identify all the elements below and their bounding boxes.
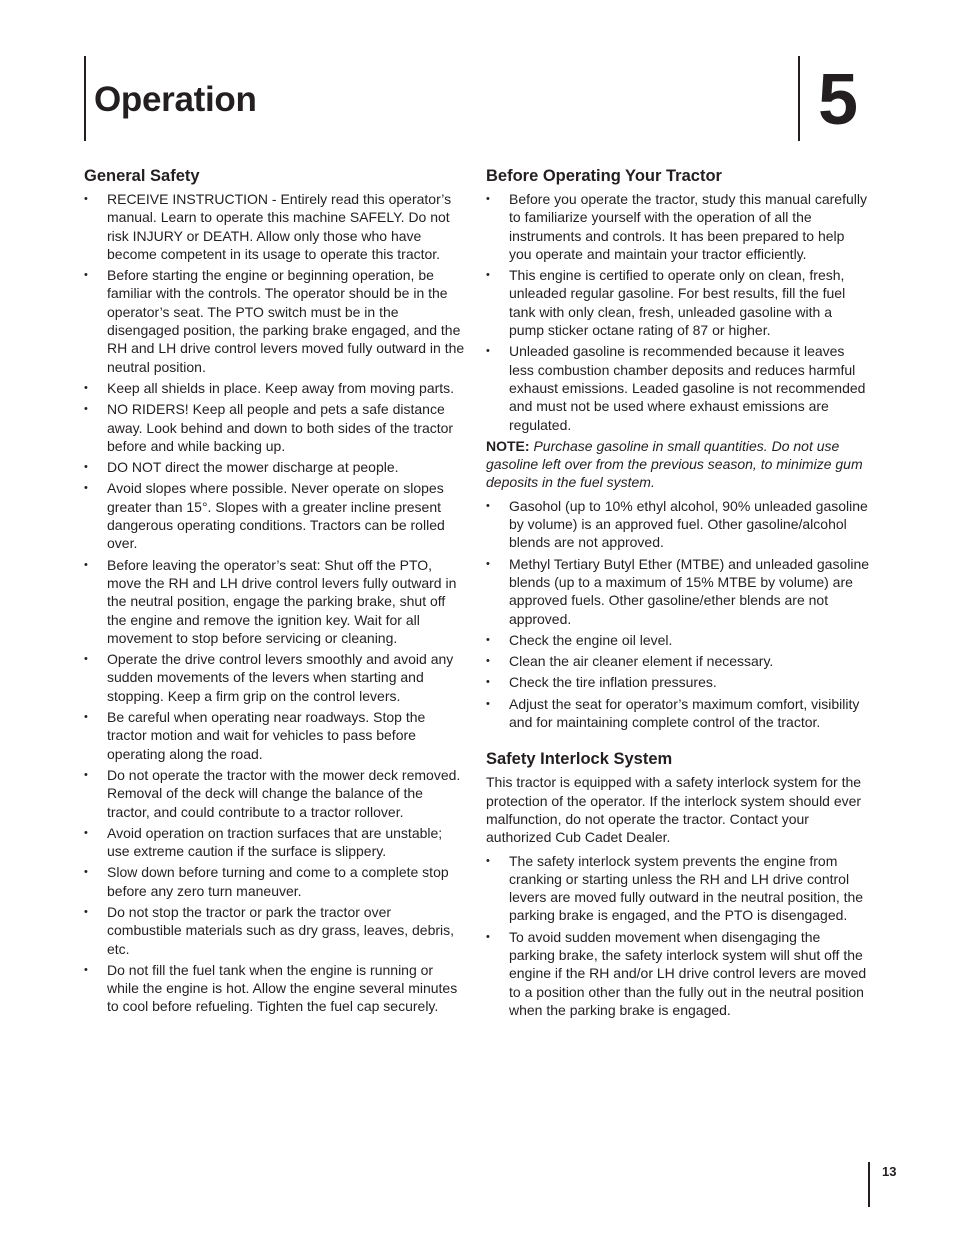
fuel-note xyxy=(486,437,870,492)
list-item: • Slow down before turning and come to a complete stop before any zero turn maneuver. xyxy=(84,863,468,900)
list-item: • Do not operate the tractor with the mower deck removed. Removal of the deck will change the balance of the tractor, and could contribute to a tractor rollover. xyxy=(84,766,468,821)
list-item: • Avoid operation on traction surfaces that are unstable; use extreme caution if the surface is slippery. xyxy=(84,824,468,861)
before-operating-list-a xyxy=(486,190,870,434)
interlock-heading: Safety Interlock System xyxy=(486,750,673,769)
title-rule xyxy=(84,56,86,141)
left-column xyxy=(84,165,468,1019)
list-item: • Do not fill the fuel tank when the engine is running or while the engine is hot. Allow the engine several minutes to cool before refueling. Tighten the fuel cap securely. xyxy=(84,961,468,1016)
page-number: 13 xyxy=(882,1164,897,1179)
section-spacer xyxy=(486,734,870,748)
list-item: • Be careful when operating near roadways. Stop the tractor motion and wait for vehicles to pass before operating along the road. xyxy=(84,708,468,763)
chapter-rule xyxy=(798,56,800,141)
page-title: Operation xyxy=(94,80,257,119)
interlock-intro: This tractor is equipped with a safety interlock system for the protection of the operator. If the interlock system should ever malfunction, do not operate the tractor. Contact your authorized Cub Cadet Dealer. xyxy=(486,774,862,846)
before-operating-heading: Before Operating Your Tractor xyxy=(486,167,722,185)
list-item: • DO NOT direct the mower discharge at people. xyxy=(84,458,468,476)
list-item: • This engine is certified to operate only on clean, fresh, unleaded regular gasoline. For best results, fill the fuel tank with only clean, fresh, unleaded gasoline with a pump sticker octane rating of 87 or higher. xyxy=(486,266,870,339)
footer-rule xyxy=(868,1162,870,1207)
right-column xyxy=(486,165,870,1022)
list-item: • Do not stop the tractor or park the tractor over combustible materials such as dry grass, leaves, debris, etc. xyxy=(84,903,468,958)
list-item: • Clean the air cleaner element if necessary. xyxy=(486,652,870,670)
general-safety-list xyxy=(84,190,468,1016)
list-item: • Adjust the seat for operator’s maximum comfort, visibility and for maintaining complete control of the tractor. xyxy=(486,695,870,732)
list-item: • Before you operate the tractor, study this manual carefully to familiarize yourself with the operation of all the instruments and controls. It has been prepared to help you operate and maintain your tractor efficiently. xyxy=(486,190,870,263)
list-item: • Methyl Tertiary Butyl Ether (MTBE) and unleaded gasoline blends (up to a maximum of 15% MTBE by volume) are approved fuels. Other gasoline/ether blends are not approved. xyxy=(486,555,870,628)
list-item: • Gasohol (up to 10% ethyl alcohol, 90% unleaded gasoline by volume) is an approved fuel. Other gasoline/alcohol blends are not approved. xyxy=(486,497,870,552)
list-item: • Keep all shields in place. Keep away from moving parts. xyxy=(84,379,468,397)
list-item: • Avoid slopes where possible. Never operate on slopes greater than 15°. Slopes with a greater incline present dangerous operating conditions. Tractors can be rolled over. xyxy=(84,479,468,552)
interlock-list xyxy=(486,852,870,1020)
note-text: Purchase gasoline in small quantities. Do not use gasoline left over from the previous season, to minimize gum deposits in the fuel system. xyxy=(486,437,863,491)
list-item: • The safety interlock system prevents the engine from cranking or starting unless the RH and LH drive control levers are moved fully outward in the neutral position, the parking brake is engaged, and the PTO is disengaged. xyxy=(486,852,870,925)
general-safety-heading: General Safety xyxy=(84,167,200,185)
list-item: • RECEIVE INSTRUCTION - Entirely read this operator’s manual. Learn to operate this machine SAFELY. Do not risk INJURY or DEATH. Allow only those who have become competent in its usage to operate this tractor. xyxy=(84,190,468,263)
list-item: • Unleaded gasoline is recommended because it leaves less combustion chamber deposits and reduces harmful exhaust emissions. Leaded gasoline is not recommended and must not be used where exhaust emissions are regulated. xyxy=(486,342,870,433)
before-operating-list-b xyxy=(486,497,870,732)
list-item: • Operate the drive control levers smoothly and avoid any sudden movements of the levers when starting and stopping. Keep a firm grip on the control levers. xyxy=(84,650,468,705)
note-label: NOTE: xyxy=(486,437,530,454)
list-item: • Before leaving the operator’s seat: Shut off the PTO, move the RH and LH drive control levers fully outward in the neutral position, engage the parking brake, shut off the engine and remove the ignition key. Wait for all movement to stop before servicing or cleaning. xyxy=(84,556,468,647)
chapter-number: 5 xyxy=(818,60,859,140)
list-item: • Check the engine oil level. xyxy=(486,631,870,649)
list-item: • Before starting the engine or beginning operation, be familiar with the controls. The operator should be in the operator’s seat. The PTO switch must be in the disengaged position, the parking brake engaged, and the RH and LH drive control levers moved fully outward in the neutral position. xyxy=(84,266,468,376)
list-item: • To avoid sudden movement when disengaging the parking brake, the safety interlock system will shut off the engine if the RH and/or LH drive control levers are moved to a position other than the fully out in the neutral position when the parking brake is engaged. xyxy=(486,928,870,1019)
list-item: • Check the tire inflation pressures. xyxy=(486,673,870,691)
list-item: • NO RIDERS! Keep all people and pets a safe distance away. Look behind and down to both sides of the tractor before and while backing up. xyxy=(84,400,468,455)
